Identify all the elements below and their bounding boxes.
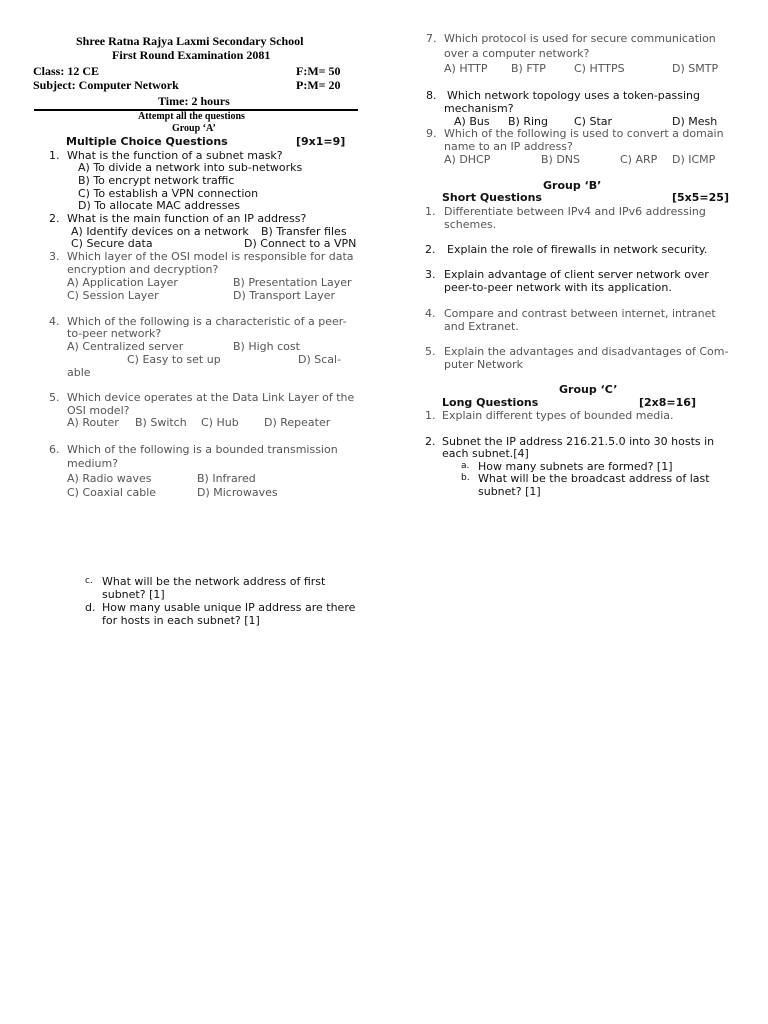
b-q1-text-line1: Differentiate between IPv4 and IPv6 addressing <box>444 205 706 218</box>
q6-option-c: C) Coaxial cable <box>67 486 157 499</box>
exam-time: Time: 2 hours <box>158 94 230 108</box>
q3-text-line1: Which layer of the OSI model is responsible for data <box>67 250 354 263</box>
q3-option-c: C) Session Layer <box>67 289 159 302</box>
full-marks: F:M= 50 <box>296 64 341 78</box>
q2-option-c: C) Secure data <box>71 237 153 250</box>
q7-number: 7. <box>426 32 437 45</box>
q8-text-line1: Which network topology uses a token-passing <box>447 89 700 102</box>
subject-label: Subject: Computer Network <box>33 78 179 92</box>
q1-number: 1. <box>49 149 60 162</box>
q7-option-c: C) HTTPS <box>574 62 625 75</box>
b-q5-number: 5. <box>425 345 436 358</box>
c-q1-text: Explain different types of bounded media. <box>442 409 674 422</box>
group-a-title: Group ‘A’ <box>172 123 216 134</box>
q8-number: 8. <box>426 89 437 102</box>
b-q5-text-line2: puter Network <box>444 358 523 371</box>
q8-option-c: C) Star <box>574 115 613 128</box>
pass-marks: P:M= 20 <box>296 78 341 92</box>
b-q2-number: 2. <box>425 243 436 256</box>
q5-text-line2: OSI model? <box>67 404 130 417</box>
q9-option-b: B) DNS <box>541 153 581 166</box>
q4-number: 4. <box>49 315 60 328</box>
group-a-section: Multiple Choice Questions <box>66 135 228 148</box>
c-q2a-number: a. <box>461 461 470 471</box>
q7-option-d: D) SMTP <box>672 62 719 75</box>
instruction: Attempt all the questions <box>138 111 245 122</box>
q8-option-b: B) Ring <box>508 115 548 128</box>
q8-option-a: A) Bus <box>454 115 490 128</box>
q4-option-d: D) Scal- <box>298 353 342 366</box>
q1-text: What is the function of a subnet mask? <box>67 149 283 162</box>
q3-option-a: A) Application Layer <box>67 276 178 289</box>
q7-text-line2: over a computer network? <box>444 47 590 60</box>
q5-option-d: D) Repeater <box>264 416 331 429</box>
q6-text-line2: medium? <box>67 457 119 470</box>
b-q4-text-line2: and Extranet. <box>444 320 519 333</box>
q6-option-a: A) Radio waves <box>67 472 152 485</box>
b-q4-text-line1: Compare and contrast between internet, intranet <box>444 307 716 320</box>
q2-option-a: A) Identify devices on a network <box>71 225 249 238</box>
b-q1-number: 1. <box>425 205 436 218</box>
q2-option-b: B) Transfer files <box>261 225 347 238</box>
c-q2-number: 2. <box>425 435 436 448</box>
group-a-marks: [9x1=9] <box>296 135 346 148</box>
q3-text-line2: encryption and decryption? <box>67 263 219 276</box>
c-q2b-text-line2: subnet? [1] <box>478 485 541 498</box>
c-q2b-number: b. <box>461 473 470 483</box>
q5-option-a: A) Router <box>67 416 119 429</box>
q5-option-c: C) Hub <box>201 416 239 429</box>
q9-text-line1: Which of the following is used to convert a domain <box>444 127 724 140</box>
group-c-section: Long Questions <box>442 396 539 409</box>
q3-number: 3. <box>49 250 60 263</box>
q9-option-c: C) ARP <box>620 153 658 166</box>
b-q4-number: 4. <box>425 307 436 320</box>
q3-option-d: D) Transport Layer <box>233 289 336 302</box>
q1-option-a: A) To divide a network into sub-networks <box>78 161 303 174</box>
q2-number: 2. <box>49 212 60 225</box>
group-b-marks: [5x5=25] <box>672 191 729 204</box>
c-q2-text-line1: Subnet the IP address 216.21.5.0 into 30 hosts in <box>442 435 715 448</box>
c-q2c-number: c. <box>85 576 93 586</box>
c-q1-number: 1. <box>425 409 436 422</box>
group-b-section: Short Questions <box>442 191 542 204</box>
q3-option-b: B) Presentation Layer <box>233 276 352 289</box>
q6-number: 6. <box>49 443 60 456</box>
q5-number: 5. <box>49 391 60 404</box>
group-b-title: Group ‘B’ <box>543 179 602 192</box>
q2-text: What is the main function of an IP address? <box>67 212 307 225</box>
q2-option-d: D) Connect to a VPN <box>244 237 357 250</box>
c-q2d-text-line2: for hosts in each subnet? [1] <box>102 614 260 627</box>
q4-option-d-continued: able <box>67 366 91 379</box>
q9-option-a: A) DHCP <box>444 153 491 166</box>
q4-text-line1: Which of the following is a characteristic of a peer- <box>67 315 347 328</box>
c-q2b-text-line1: What will be the broadcast address of last <box>478 472 710 485</box>
q1-option-b: B) To encrypt network traffic <box>78 174 235 187</box>
b-q3-text-line2: peer-to-peer network with its application. <box>444 281 672 294</box>
q9-number: 9. <box>426 127 437 140</box>
q4-option-c: C) Easy to set up <box>127 353 221 366</box>
q8-text-line2: mechanism? <box>444 102 514 115</box>
q6-text-line1: Which of the following is a bounded transmission <box>67 443 338 456</box>
b-q1-text-line2: schemes. <box>444 218 497 231</box>
q7-option-a: A) HTTP <box>444 62 488 75</box>
q9-option-d: D) ICMP <box>672 153 716 166</box>
q5-text-line1: Which device operates at the Data Link Layer of the <box>67 391 355 404</box>
b-q3-number: 3. <box>425 268 436 281</box>
q7-option-b: B) FTP <box>511 62 546 75</box>
q1-option-c: C) To establish a VPN connection <box>78 187 259 200</box>
q7-text-line1: Which protocol is used for secure communication <box>444 32 716 45</box>
q1-option-d: D) To allocate MAC addresses <box>78 199 240 212</box>
q6-option-d: D) Microwaves <box>197 486 278 499</box>
q5-option-b: B) Switch <box>135 416 187 429</box>
q4-option-b: B) High cost <box>233 340 300 353</box>
b-q5-text-line1: Explain the advantages and disadvantages of Com- <box>444 345 729 358</box>
b-q2-text: Explain the role of firewalls in network security. <box>447 243 708 256</box>
exam-title: First Round Examination 2081 <box>112 48 271 62</box>
q8-option-d: D) Mesh <box>672 115 718 128</box>
q9-text-line2: name to an IP address? <box>444 140 573 153</box>
c-q2d-number: d. <box>85 601 96 614</box>
c-q2-text-line2: each subnet.[4] <box>442 447 529 460</box>
c-q2c-text-line2: subnet? [1] <box>102 588 165 601</box>
c-q2c-text-line1: What will be the network address of first <box>102 575 326 588</box>
class-label: Class: 12 CE <box>33 64 100 78</box>
q6-option-b: B) Infrared <box>197 472 256 485</box>
c-q2d-text-line1: How many usable unique IP address are there <box>102 601 356 614</box>
school-name: Shree Ratna Rajya Laxmi Secondary School <box>76 34 304 48</box>
c-q2a-text: How many subnets are formed? [1] <box>478 460 673 473</box>
group-c-marks: [2x8=16] <box>639 396 696 409</box>
b-q3-text-line1: Explain advantage of client server network over <box>444 268 709 281</box>
q4-text-line2: to-peer network? <box>67 327 162 340</box>
q4-option-a: A) Centralized server <box>67 340 184 353</box>
group-c-title: Group ‘C’ <box>559 383 618 396</box>
